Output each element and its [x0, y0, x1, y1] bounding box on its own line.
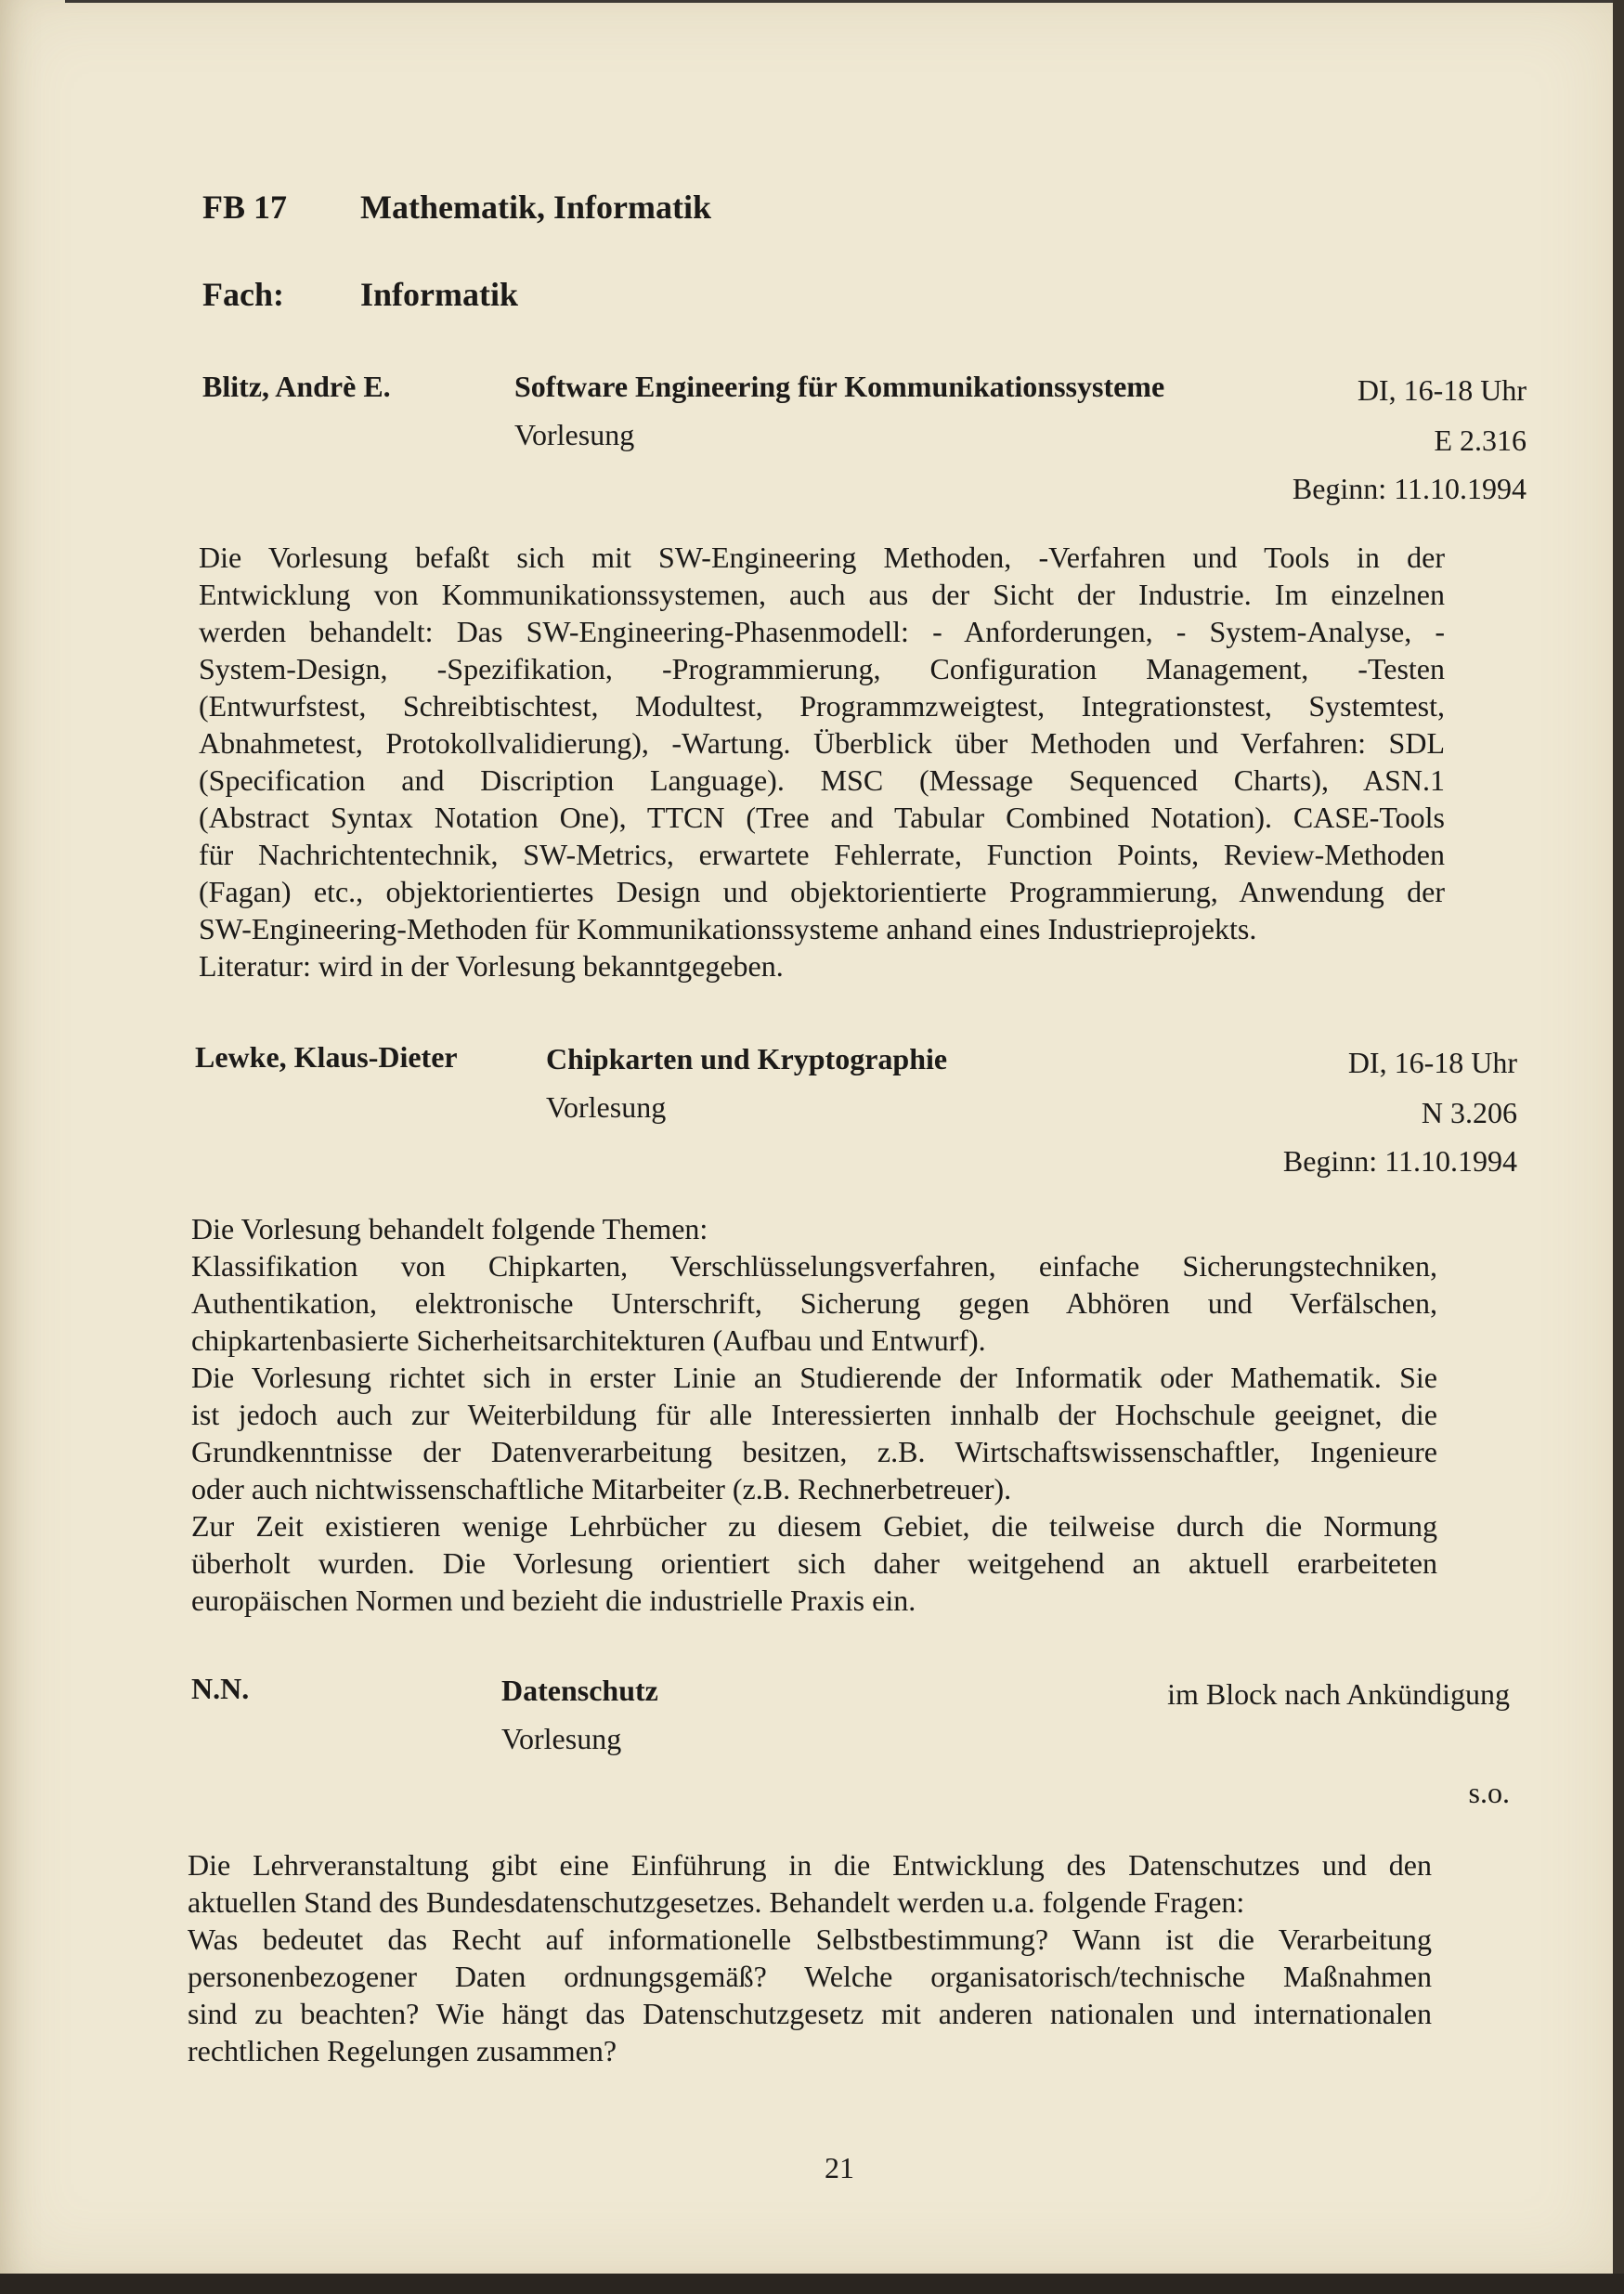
description-line: oder auch nichtwissenschaftliche Mitarbeiter (z.B. Rechnerbetreuer).	[191, 1472, 1012, 1505]
description-line: Die Vorlesung richtet sich in erster Linie an Studierende der Informatik oder Mathematik. Sie	[191, 1361, 1437, 1394]
bottom-edge-strip	[0, 2274, 1624, 2294]
description-line: Die Lehrveranstaltung gibt eine Einführung in die Entwicklung des Datenschutzes und den	[188, 1848, 1432, 1882]
course-1-lecturer: Blitz, Andrè E.	[202, 370, 391, 403]
description-line: personenbezogener Daten ordnungsgemäß? Welche organisatorisch/technische Maßnahmen	[188, 1960, 1432, 1993]
course-1-time: DI, 16-18 Uhr	[1357, 373, 1527, 407]
description-line: für Nachrichtentechnik, SW-Metrics, erwartete Fehlerrate, Function Points, Review-Methoden	[199, 838, 1445, 871]
course-2-type: Vorlesung	[546, 1090, 667, 1124]
faculty-name: Mathematik, Informatik	[360, 189, 711, 226]
description-line: Authentikation, elektronische Unterschrift, Sicherung gegen Abhören und Verfälschen,	[191, 1286, 1437, 1320]
course-3-type: Vorlesung	[501, 1722, 622, 1755]
course-2-title: Chipkarten und Kryptographie	[546, 1042, 948, 1075]
course-2-room: N 3.206	[1421, 1096, 1517, 1129]
description-line: chipkartenbasierte Sicherheitsarchitekturen (Aufbau und Entwurf).	[191, 1323, 986, 1357]
course-1-type: Vorlesung	[514, 418, 635, 451]
course-2-lecturer: Lewke, Klaus-Dieter	[195, 1040, 458, 1074]
course-1-start: Beginn: 11.10.1994	[1292, 472, 1527, 505]
description-line: sind zu beachten? Wie hängt das Datenschutzgesetz mit anderen nationalen und internationalen	[188, 1997, 1432, 2030]
description-line: Was bedeutet das Recht auf informationelle Selbstbestimmung? Wann ist die Verarbeitung	[188, 1923, 1432, 1956]
description-line: (Entwurfstest, Schreibtischtest, Modultest, Programmzweigtest, Integrationstest, Systemtest,	[199, 689, 1445, 723]
description-line: SW-Engineering-Methoden für Kommunikationssysteme anhand eines Industrieprojekts.	[199, 912, 1257, 945]
description-line: Zur Zeit existieren wenige Lehrbücher zu diesem Gebiet, die teilweise durch die Normung	[191, 1509, 1437, 1543]
course-2-description	[191, 1210, 1437, 1619]
description-line: (Fagan) etc., objektorientiertes Design und objektorientierte Programmierung, Anwendung der	[199, 875, 1445, 908]
subject-label: Fach:	[202, 276, 284, 313]
description-line: (Abstract Syntax Notation One), TTCN (Tree and Tabular Combined Notation). CASE-Tools	[199, 801, 1445, 834]
description-line: Die Vorlesung befaßt sich mit SW-Engineering Methoden, -Verfahren und Tools in der	[199, 541, 1445, 574]
course-1-description	[199, 539, 1445, 984]
course-3-title: Datenschutz	[501, 1674, 658, 1707]
faculty-code: FB 17	[202, 189, 288, 226]
course-3-lecturer: N.N.	[191, 1672, 250, 1705]
description-line: System-Design, -Spezifikation, -Programmierung, Configuration Management, -Testen	[199, 652, 1445, 685]
description-line: europäischen Normen und bezieht die industrielle Praxis ein.	[191, 1584, 916, 1617]
course-1-room: E 2.316	[1434, 424, 1527, 457]
course-2-start: Beginn: 11.10.1994	[1282, 1144, 1517, 1178]
course-3-time: im Block nach Ankündigung	[1167, 1677, 1510, 1711]
description-line: (Specification and Discription Language). MSC (Message Sequenced Charts), ASN.1	[199, 763, 1445, 797]
course-3-room: s.o.	[1468, 1776, 1510, 1809]
course-3-description	[188, 1846, 1432, 2069]
subject-value: Informatik	[360, 276, 518, 313]
description-line: Grundkenntnisse der Datenverarbeitung besitzen, z.B. Wirtschaftswissenschaftler, Ingenieure	[191, 1435, 1437, 1468]
description-line: werden behandelt: Das SW-Engineering-Phasenmodell: - Anforderungen, - System-Analyse, -	[199, 615, 1445, 648]
top-edge-line	[65, 0, 1613, 3]
course-1-title: Software Engineering für Kommunikationssysteme	[514, 370, 1165, 403]
description-line: Klassifikation von Chipkarten, Verschlüsselungsverfahren, einfache Sicherungstechniken,	[191, 1249, 1437, 1283]
description-line: Entwicklung von Kommunikationssystemen, auch aus der Sicht der Industrie. Im einzelnen	[199, 578, 1445, 611]
description-line: Die Vorlesung behandelt folgende Themen:	[191, 1212, 708, 1245]
description-line: Abnahmetest, Protokollvalidierung), -Wartung. Überblick über Methoden und Verfahren: SDL	[199, 726, 1445, 760]
description-line: überholt wurden. Die Vorlesung orientiert sich daher weitgehend an aktuell erarbeiteten	[191, 1546, 1437, 1580]
right-edge-strip	[1613, 0, 1624, 2294]
course-2-time: DI, 16-18 Uhr	[1347, 1046, 1517, 1079]
description-line: rechtlichen Regelungen zusammen?	[188, 2034, 617, 2067]
description-line: aktuellen Stand des Bundesdatenschutzgesetzes. Behandelt werden u.a. folgende Fragen:	[188, 1885, 1245, 1919]
description-line: ist jedoch auch zur Weiterbildung für alle Interessierten innhalb der Hochschule geeignet, die	[191, 1398, 1437, 1431]
description-line: Literatur: wird in der Vorlesung bekanntgegeben.	[199, 949, 784, 983]
page-number: 21	[825, 2151, 854, 2184]
